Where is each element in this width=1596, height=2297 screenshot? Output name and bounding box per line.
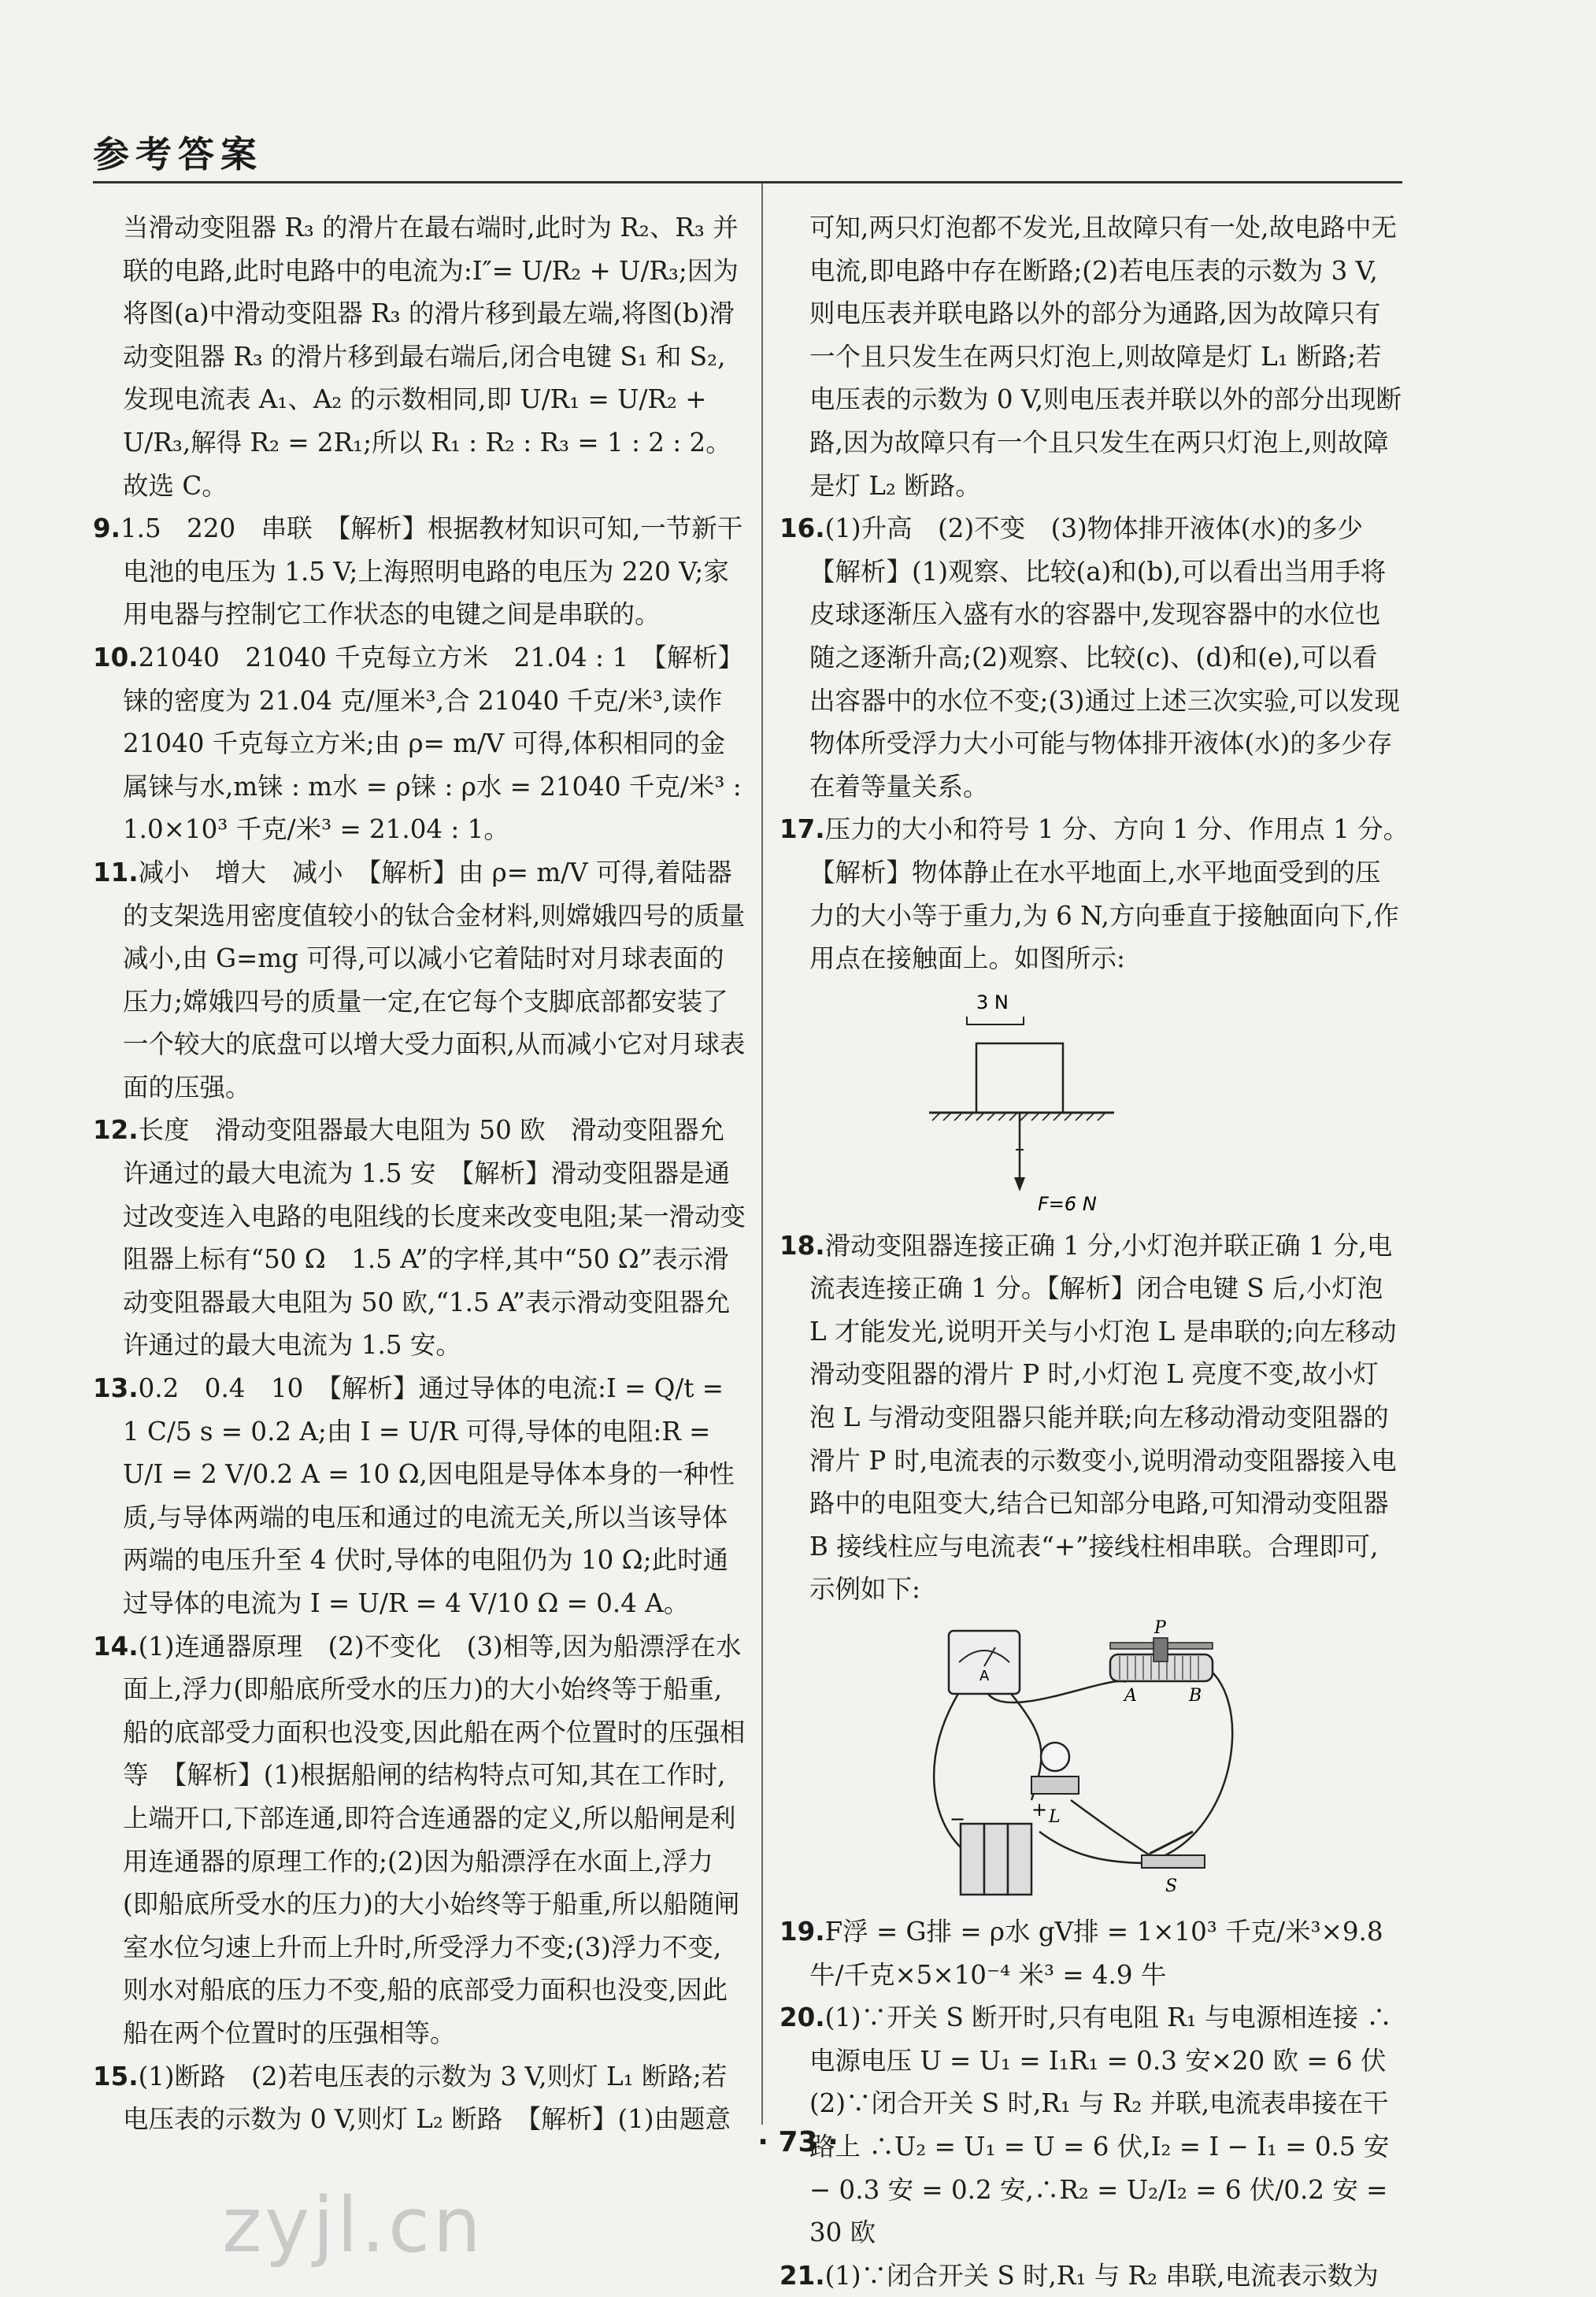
scale-label: 3 N xyxy=(976,991,1009,1013)
page-header-title: 参考答案 xyxy=(93,133,263,176)
label-b-terminal: B xyxy=(1189,1686,1202,1706)
answer-13: 13.0.2 0.4 10 【解析】通过导体的电流:I = Q/t = 1 C/5 s = 0.2 A;由 I = U/R 可得,导体的电阻:R = U/I = 2 V/0.2 A = 10 Ω,因电阻是导体本身的一种性质,与导体两端的电压和通过的电流无关,所以当该导体两端的电压升至 4 伏时,导体的电阻仍为 10 Ω;此时通过导体的电流为 I = U/R = 4 V/10 Ω = 0.4 A。 xyxy=(93,1373,735,1618)
answer-12: 12.长度 滑动变阻器最大电阻为 50 欧 滑动变阻器允许通过的最大电流为 1.5 安 【解析】滑动变阻器是通过改变连入电路的电阻线的长度来改变电阻;某一滑动变阻器上标有“50 Ω 1.5 A”的字样,其中“50 Ω”表示滑动变阻器最大电阻为 50 欧,“1.5 A”表示滑动变阻器允许通过的最大电流为 1.5 安。 xyxy=(93,1115,746,1361)
rheostat xyxy=(1110,1619,1213,1706)
answer-20: 20.(1)∵开关 S 断开时,只有电阻 R₁ 与电源相连接 ∴电源电压 U = U₁ = I₁R₁ = 0.3 安×20 欧 = 6 伏 (2)∵闭合开关 S 时,R₁ 与 R₂ 并联,电流表串接在干路上 ∴U₂ = U₁ = U = 6 伏,I₂ = I − I₁ = 0.5 安 − 0.3 安 = 0.2 安,∴R₂ = U₂/I₂ = 6 伏/0.2 安 = 30 欧 xyxy=(779,2002,1392,2248)
answer-15-continued: 可知,两只灯泡都不发光,且故障只有一处,故电路中无电流,即电路中存在断路;(2)若电压表的示数为 3 V,则电压表并联电路以外的部分为通路,因为故障只有一个且只发生在两只灯泡上,则故障是灯 L₁ 断路;若电压表的示数为 0 V,则电压表并联以外的部分出现断路,因为故障只有一个且只发生在两只灯泡上,则故障是灯 L₂ 断路。 xyxy=(809,213,1402,501)
answer-19: 19.F浮 = G排 = ρ水 gV排 = 1×10³ 千克/米³×9.8 牛/千克×5×10⁻⁴ 米³ = 4.9 牛 xyxy=(779,1917,1383,1990)
left-column xyxy=(93,206,746,2141)
answer-16: 16.(1)升高 (2)不变 (3)物体排开液体(水)的多少 【解析】(1)观察、比较(a)和(b),可以看出当用手将皮球逐渐压入盛有水的容器中,发现容器中的水位也随之逐渐升高;(2)观察、比较(c)、(d)和(e),可以看出容器中的水位不变;(3)通过上述三次实验,可以发现物体所受浮力大小可能与物体排开液体(水)的多少存在着等量关系。 xyxy=(779,513,1400,802)
answer-15: 15.(1)断路 (2)若电压表的示数为 3 V,则灯 L₁ 断路;若电压表的示数为 0 V,则灯 L₂ 断路 【解析】(1)由题意 xyxy=(93,2061,731,2135)
right-column xyxy=(779,206,1422,2297)
scale-bracket xyxy=(967,1017,1024,1024)
answer-9: 9.1.5 220 串联 【解析】根据教材知识可知,一节新干电池的电压为 1.5 V;上海照明电路的电压为 220 V;家用电器与控制它工作状态的电键之间是串联的。 xyxy=(93,513,743,630)
answer-10: 10.21040 21040 千克每立方米 21.04 : 1 【解析】铼的密度为 21.04 克/厘米³,合 21040 千克/米³,读作 21040 千克每立方米;由 ρ= m/V 可得,体积相同的金属铼与水,m铼 : m水 = ρ铼 : ρ水 = 21040 千克/米³ : 1.0×10³ 千克/米³ = 21.04 : 1。 xyxy=(93,642,744,845)
page-number: · 73 · xyxy=(757,2126,839,2158)
label-plus: + xyxy=(1031,1799,1048,1821)
answer-14: 14.(1)连通器原理 (2)不变化 (3)相等,因为船漂浮在水面上,浮力(即船底所受水的压力)的大小始终等于船重,船的底部受力面积也没变,因此船在两个位置时的压强相等 【解析】(1)根据船闸的结构特点可知,其在工作时,上端开口,下部连通,即符合连通器的定义,所以船闸是利用连通器的原理工作的;(2)因为船漂浮在水面上,浮力(即船底所受水的压力)的大小始终等于船重,所以船随闸室水位匀速上升而上升时,所受浮力不变;(3)浮力不变,则水对船底的压力不变,船的底部受力面积也没变,因此船在两个位置时的压强相等。 xyxy=(93,1631,746,2048)
column-separator xyxy=(761,183,763,2125)
label-l: L xyxy=(1049,1807,1061,1828)
force-arrow-head xyxy=(1014,1177,1025,1191)
force-diagram xyxy=(929,988,1165,1217)
circuit-diagram xyxy=(913,1619,1260,1902)
wire-lamp-switch xyxy=(1071,1800,1150,1855)
header-rule xyxy=(93,181,1402,183)
answer-8-continued: 当滑动变阻器 R₃ 的滑片在最右端时,此时为 R₂、R₃ 并联的电路,此时电路中的电流为:I″= U/R₂ + U/R₃;因为将图(a)中滑动变阻器 R₃ 的滑片移到最左端,将图(b)滑动变阻器 R₃ 的滑片移到最右端后,闭合电键 S₁ 和 S₂,发现电流表 A₁、A₂ 的示数相同,即 U/R₁ = U/R₂ + U/R₃,解得 R₂ = 2R₁;所以 R₁ : R₂ : R₃ = 1 : 2 : 2。故选 C。 xyxy=(123,213,739,501)
answer-17: 17.压力的大小和符号 1 分、方向 1 分、作用点 1 分。 【解析】物体静止在水平地面上,水平地面受到的压力的大小等于重力,为 6 N,方向垂直于接触面向下,作用点在接触面上。如图所示: xyxy=(779,814,1422,974)
label-minus: − xyxy=(950,1808,966,1831)
label-a-terminal: A xyxy=(1124,1686,1137,1706)
ammeter xyxy=(949,1631,1020,1694)
switch xyxy=(1142,1832,1205,1896)
watermark: zyjl.cn xyxy=(222,2181,484,2269)
wire-battery-switch xyxy=(1039,1832,1150,1863)
answer-11: 11.减小 增大 减小 【解析】由 ρ= m/V 可得,着陆器的支架选用密度值较小的钛合金材料,则嫦娥四号的质量减小,由 G=mg 可得,可以减小它着陆时对月球表面的压力;嫦娥四号的质量一定,在它每个支脚底部都安装了一个较大的底盘可以增大受力面积,从而减小它对月球表面的压强。 xyxy=(93,857,746,1102)
block xyxy=(976,1043,1063,1113)
label-s: S xyxy=(1165,1877,1178,1897)
ammeter-label: A xyxy=(979,1668,990,1685)
battery xyxy=(950,1799,1047,1895)
label-p: P xyxy=(1154,1619,1166,1639)
answer-18: 18.滑动变阻器连接正确 1 分,小灯泡并联正确 1 分,电流表连接正确 1 分。【解析】闭合电键 S 后,小灯泡 L 才能发光,说明开关与小灯泡 L 是串联的;向左移动滑动变阻器的滑片 P 时,小灯泡 L 亮度不变,故小灯泡 L 与滑动变阻器只能并联;向左移动滑动变阻器的滑片 P 时,电流表的示数变小,说明滑动变阻器接入电路中的电阻变大,结合已知部分电路,可知滑动变阻器 B 接线柱应与电流表“+”接线柱相串联。合理即可,示例如下: xyxy=(779,1230,1397,1605)
answer-21: 21.(1)∵闭合开关 S 时,R₁ 与 R₂ 串联,电流表示数为 xyxy=(779,2260,1379,2291)
force-label: F=6 N xyxy=(1038,1192,1097,1215)
